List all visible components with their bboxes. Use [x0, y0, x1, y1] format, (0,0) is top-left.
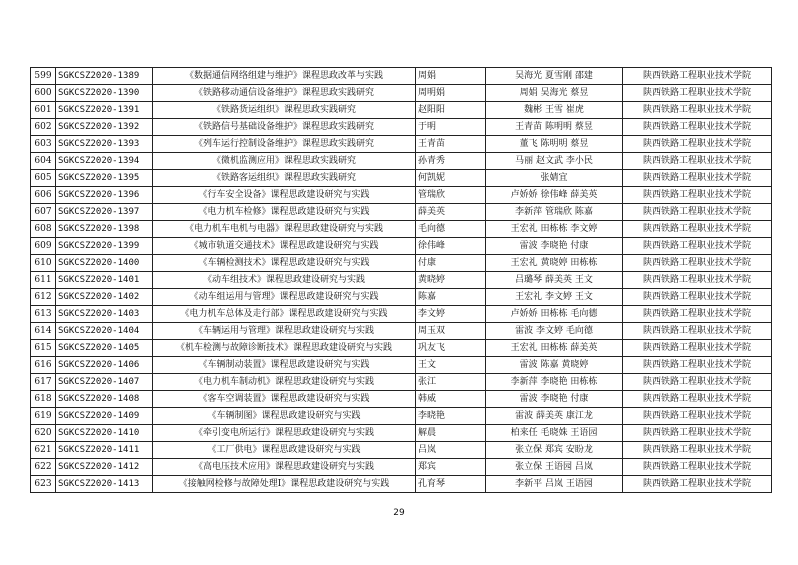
cell-index: 613 [31, 306, 56, 323]
cell-index: 609 [31, 238, 56, 255]
cell-team-members: 王宏礼 李文婷 王文 [486, 289, 623, 306]
cell-project-title: 《数据通信网络组建与维护》课程思政改革与实践 [153, 68, 416, 85]
cell-project-title: 《车辆制动装置》课程思政建设研究与实践 [153, 357, 416, 374]
cell-project-leader: 巩友飞 [416, 340, 486, 357]
cell-project-leader: 于明 [416, 119, 486, 136]
cell-school: 陕西铁路工程职业技术学院 [623, 425, 772, 442]
cell-project-code: SGKCSZ2020-1409 [56, 408, 153, 425]
cell-project-code: SGKCSZ2020-1408 [56, 391, 153, 408]
cell-school: 陕西铁路工程职业技术学院 [623, 272, 772, 289]
cell-project-title: 《铁路客运组织》课程思政实践研究 [153, 170, 416, 187]
cell-project-leader: 陈嘉 [416, 289, 486, 306]
cell-index: 619 [31, 408, 56, 425]
cell-index: 614 [31, 323, 56, 340]
cell-index: 620 [31, 425, 56, 442]
table-row [31, 68, 772, 85]
cell-team-members: 王宏礼 田栋栋 薛美英 [486, 340, 623, 357]
cell-project-title: 《电力机车检修》课程思政建设研究与实践 [153, 204, 416, 221]
cell-project-leader: 周明娟 [416, 85, 486, 102]
cell-project-code: SGKCSZ2020-1395 [56, 170, 153, 187]
cell-project-code: SGKCSZ2020-1393 [56, 136, 153, 153]
cell-team-members: 吴海光 夏雪刚 邵建 [486, 68, 623, 85]
cell-team-members: 卢娇娇 徐伟峰 薛美英 [486, 187, 623, 204]
cell-team-members: 董飞 陈明明 蔡昱 [486, 136, 623, 153]
cell-project-code: SGKCSZ2020-1390 [56, 85, 153, 102]
cell-project-code: SGKCSZ2020-1407 [56, 374, 153, 391]
cell-project-title: 《电力机车总体及走行部》课程思政建设研究与实践 [153, 306, 416, 323]
cell-index: 617 [31, 374, 56, 391]
cell-project-code: SGKCSZ2020-1391 [56, 102, 153, 119]
cell-team-members: 魏彬 王雪 崔虎 [486, 102, 623, 119]
cell-team-members: 雷波 陈嘉 黄晓婷 [486, 357, 623, 374]
cell-project-code: SGKCSZ2020-1406 [56, 357, 153, 374]
cell-project-leader: 徐伟峰 [416, 238, 486, 255]
cell-team-members: 张立保 王语园 吕岚 [486, 459, 623, 476]
cell-index: 605 [31, 170, 56, 187]
cell-project-title: 《电力机车制动机》课程思政建设研究与实践 [153, 374, 416, 391]
cell-project-title: 《客车空调装置》课程思政建设研究与实践 [153, 391, 416, 408]
cell-project-leader: 何凯妮 [416, 170, 486, 187]
cell-project-code: SGKCSZ2020-1404 [56, 323, 153, 340]
cell-index: 621 [31, 442, 56, 459]
cell-project-leader: 郑宾 [416, 459, 486, 476]
cell-team-members: 雷波 薛美英 康江龙 [486, 408, 623, 425]
cell-project-title: 《微机监测应用》课程思政实践研究 [153, 153, 416, 170]
cell-school: 陕西铁路工程职业技术学院 [623, 340, 772, 357]
cell-project-leader: 管瑞欣 [416, 187, 486, 204]
cell-project-leader: 王青苗 [416, 136, 486, 153]
table-row [31, 357, 772, 374]
cell-project-leader: 吕岚 [416, 442, 486, 459]
cell-project-title: 《接触网检修与故障处理Ⅰ》课程思政建设研究与实践 [153, 476, 416, 493]
cell-project-code: SGKCSZ2020-1410 [56, 425, 153, 442]
table-row [31, 238, 772, 255]
cell-project-code: SGKCSZ2020-1413 [56, 476, 153, 493]
cell-project-title: 《车辆检测技术》课程思政建设研究与实践 [153, 255, 416, 272]
cell-project-leader: 韩威 [416, 391, 486, 408]
page-number: 29 [393, 508, 405, 518]
cell-school: 陕西铁路工程职业技术学院 [623, 357, 772, 374]
cell-project-code: SGKCSZ2020-1411 [56, 442, 153, 459]
cell-index: 610 [31, 255, 56, 272]
cell-school: 陕西铁路工程职业技术学院 [623, 374, 772, 391]
cell-project-code: SGKCSZ2020-1389 [56, 68, 153, 85]
cell-index: 612 [31, 289, 56, 306]
table-row [31, 391, 772, 408]
cell-project-title: 《动车组技术》课程思政建设研究与实践 [153, 272, 416, 289]
cell-index: 616 [31, 357, 56, 374]
cell-project-title: 《机车检测与故障诊断技术》课程思政建设研究与实践 [153, 340, 416, 357]
cell-team-members: 雷波 李晓艳 付康 [486, 238, 623, 255]
cell-school: 陕西铁路工程职业技术学院 [623, 187, 772, 204]
cell-project-title: 《铁路货运组织》课程思政实践研究 [153, 102, 416, 119]
cell-project-code: SGKCSZ2020-1400 [56, 255, 153, 272]
table-row [31, 442, 772, 459]
table-row [31, 459, 772, 476]
cell-school: 陕西铁路工程职业技术学院 [623, 408, 772, 425]
table-row [31, 340, 772, 357]
cell-school: 陕西铁路工程职业技术学院 [623, 153, 772, 170]
cell-team-members: 雷波 李晓艳 付康 [486, 391, 623, 408]
cell-index: 601 [31, 102, 56, 119]
cell-team-members: 马丽 赵文武 李小民 [486, 153, 623, 170]
table-row [31, 221, 772, 238]
cell-team-members: 柏来任 毛晓姝 王语园 [486, 425, 623, 442]
cell-project-title: 《列车运行控制设备维护》课程思政实践研究 [153, 136, 416, 153]
cell-team-members: 张婧宜 [486, 170, 623, 187]
cell-school: 陕西铁路工程职业技术学院 [623, 221, 772, 238]
table-row [31, 306, 772, 323]
cell-index: 615 [31, 340, 56, 357]
table-row [31, 272, 772, 289]
cell-school: 陕西铁路工程职业技术学院 [623, 170, 772, 187]
cell-project-leader: 黄晓婷 [416, 272, 486, 289]
cell-project-title: 《电力机车电机与电器》课程思政建设研究与实践 [153, 221, 416, 238]
cell-school: 陕西铁路工程职业技术学院 [623, 289, 772, 306]
table-row [31, 204, 772, 221]
cell-project-code: SGKCSZ2020-1399 [56, 238, 153, 255]
table-row [31, 408, 772, 425]
cell-project-code: SGKCSZ2020-1394 [56, 153, 153, 170]
cell-team-members: 李新萍 管瑞欣 陈嘉 [486, 204, 623, 221]
cell-index: 608 [31, 221, 56, 238]
table-row [31, 153, 772, 170]
project-table [30, 67, 772, 493]
cell-school: 陕西铁路工程职业技术学院 [623, 391, 772, 408]
cell-project-leader: 孔育琴 [416, 476, 486, 493]
cell-project-code: SGKCSZ2020-1392 [56, 119, 153, 136]
cell-school: 陕西铁路工程职业技术学院 [623, 204, 772, 221]
cell-project-title: 《工厂供电》课程思政建设研究与实践 [153, 442, 416, 459]
project-table-body [31, 68, 772, 493]
cell-school: 陕西铁路工程职业技术学院 [623, 136, 772, 153]
cell-project-leader: 李晓艳 [416, 408, 486, 425]
cell-school: 陕西铁路工程职业技术学院 [623, 459, 772, 476]
cell-project-code: SGKCSZ2020-1396 [56, 187, 153, 204]
cell-school: 陕西铁路工程职业技术学院 [623, 442, 772, 459]
cell-project-leader: 赵阳阳 [416, 102, 486, 119]
cell-project-code: SGKCSZ2020-1405 [56, 340, 153, 357]
cell-project-title: 《动车组运用与管理》课程思政建设研究与实践 [153, 289, 416, 306]
cell-school: 陕西铁路工程职业技术学院 [623, 102, 772, 119]
cell-project-code: SGKCSZ2020-1412 [56, 459, 153, 476]
cell-index: 611 [31, 272, 56, 289]
table-row [31, 119, 772, 136]
cell-project-code: SGKCSZ2020-1398 [56, 221, 153, 238]
cell-project-title: 《铁路信号基础设备维护》课程思政实践研究 [153, 119, 416, 136]
cell-index: 600 [31, 85, 56, 102]
cell-project-title: 《牵引变电所运行》课程思政建设研究与实践 [153, 425, 416, 442]
table-row [31, 255, 772, 272]
cell-project-title: 《铁路移动通信设备维护》课程思政实践研究 [153, 85, 416, 102]
cell-project-title: 《车辆运用与管理》课程思政建设研究与实践 [153, 323, 416, 340]
cell-team-members: 李新萍 李晓艳 田栋栋 [486, 374, 623, 391]
cell-school: 陕西铁路工程职业技术学院 [623, 323, 772, 340]
cell-team-members: 卢娇娇 田栋栋 毛向德 [486, 306, 623, 323]
table-row [31, 187, 772, 204]
table-row [31, 476, 772, 493]
cell-school: 陕西铁路工程职业技术学院 [623, 306, 772, 323]
cell-team-members: 王青苗 陈明明 蔡昱 [486, 119, 623, 136]
cell-team-members: 张立保 郑宾 安盼龙 [486, 442, 623, 459]
cell-project-leader: 周娟 [416, 68, 486, 85]
cell-school: 陕西铁路工程职业技术学院 [623, 255, 772, 272]
cell-project-leader: 解晨 [416, 425, 486, 442]
cell-project-leader: 孙青秀 [416, 153, 486, 170]
cell-project-leader: 毛向德 [416, 221, 486, 238]
cell-team-members: 李新平 吕岚 王语园 [486, 476, 623, 493]
cell-index: 604 [31, 153, 56, 170]
table-row [31, 85, 772, 102]
cell-project-code: SGKCSZ2020-1401 [56, 272, 153, 289]
table-row [31, 289, 772, 306]
cell-team-members: 吕璐琴 薛美英 王文 [486, 272, 623, 289]
cell-project-title: 《城市轨道交通技术》课程思政建设研究与实践 [153, 238, 416, 255]
cell-project-leader: 王文 [416, 357, 486, 374]
table-row [31, 170, 772, 187]
table-row [31, 102, 772, 119]
table-row [31, 136, 772, 153]
cell-team-members: 王宏礼 田栋栋 李文婷 [486, 221, 623, 238]
cell-team-members: 王宏礼 黄晓婷 田栋栋 [486, 255, 623, 272]
cell-school: 陕西铁路工程职业技术学院 [623, 476, 772, 493]
cell-team-members: 雷波 李文婷 毛向德 [486, 323, 623, 340]
cell-project-code: SGKCSZ2020-1403 [56, 306, 153, 323]
table-row [31, 323, 772, 340]
cell-project-leader: 薛美英 [416, 204, 486, 221]
cell-project-leader: 付康 [416, 255, 486, 272]
table-row [31, 374, 772, 391]
cell-index: 599 [31, 68, 56, 85]
cell-school: 陕西铁路工程职业技术学院 [623, 85, 772, 102]
cell-index: 603 [31, 136, 56, 153]
cell-project-leader: 李文婷 [416, 306, 486, 323]
cell-index: 607 [31, 204, 56, 221]
cell-project-leader: 周玉双 [416, 323, 486, 340]
cell-project-title: 《高电压技术应用》课程思政建设研究与实践 [153, 459, 416, 476]
cell-index: 623 [31, 476, 56, 493]
cell-school: 陕西铁路工程职业技术学院 [623, 119, 772, 136]
cell-project-title: 《车辆制图》课程思政建设研究与实践 [153, 408, 416, 425]
cell-index: 622 [31, 459, 56, 476]
cell-index: 602 [31, 119, 56, 136]
cell-project-code: SGKCSZ2020-1402 [56, 289, 153, 306]
cell-school: 陕西铁路工程职业技术学院 [623, 238, 772, 255]
cell-school: 陕西铁路工程职业技术学院 [623, 68, 772, 85]
cell-team-members: 周娟 吴海光 蔡昱 [486, 85, 623, 102]
cell-index: 606 [31, 187, 56, 204]
cell-index: 618 [31, 391, 56, 408]
cell-project-title: 《行车安全设备》课程思政建设研究与实践 [153, 187, 416, 204]
cell-project-leader: 张江 [416, 374, 486, 391]
table-row [31, 425, 772, 442]
cell-project-code: SGKCSZ2020-1397 [56, 204, 153, 221]
